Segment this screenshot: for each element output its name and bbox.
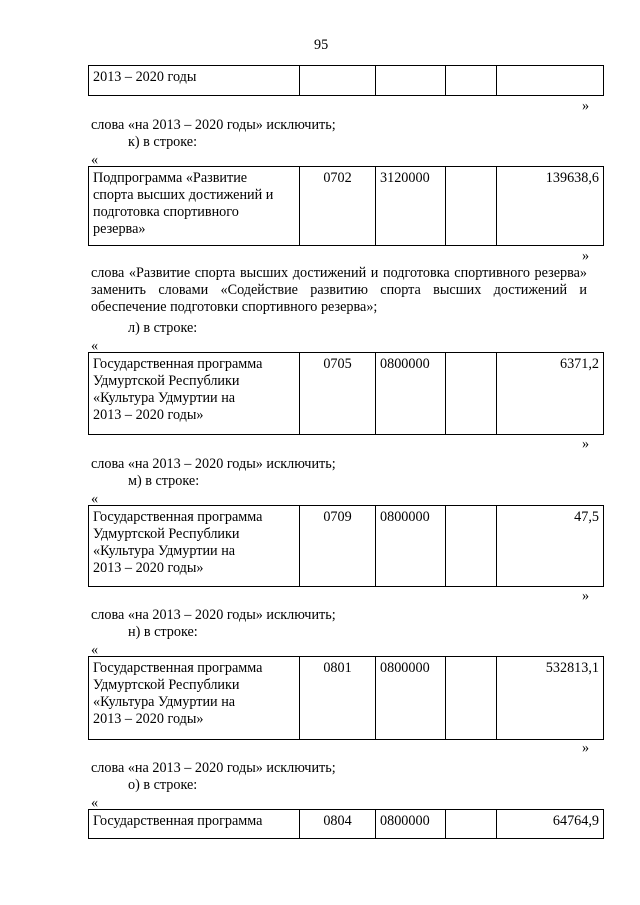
instruction-text: слова «на 2013 – 2020 годы» исключить; <box>91 607 336 623</box>
item-heading: м) в строке: <box>128 473 200 489</box>
row-section: 0801 <box>300 657 376 740</box>
item-heading: о) в строке: <box>128 777 198 793</box>
row-name: Государственная программа <box>89 810 300 839</box>
row-section: 0709 <box>300 506 376 587</box>
row-sum: 6371,2 <box>497 353 604 435</box>
row-csr: 0800000 <box>376 506 446 587</box>
row-name: Подпрограмма «Развитие спорта высших достижений и подготовка спортивного резерва» <box>89 167 300 246</box>
close-quote: » <box>582 740 590 756</box>
table-row <box>88 656 604 740</box>
close-quote: » <box>582 98 590 114</box>
row-csr: 0800000 <box>376 810 446 839</box>
item-heading: к) в строке: <box>128 134 198 150</box>
table-row <box>88 505 604 587</box>
close-quote: » <box>582 248 590 264</box>
row-sum: 532813,1 <box>497 657 604 740</box>
row-sum <box>497 66 604 96</box>
row-sum: 47,5 <box>497 506 604 587</box>
row-vr <box>446 506 497 587</box>
open-quote: « <box>91 642 99 658</box>
row-vr <box>446 657 497 740</box>
row-vr <box>446 167 497 246</box>
instruction-text: слова «на 2013 – 2020 годы» исключить; <box>91 456 336 472</box>
row-csr: 0800000 <box>376 657 446 740</box>
row-name: Государственная программа Удмуртской Республики «Культура Удмуртии на 2013 – 2020 годы» <box>89 506 300 587</box>
row-section: 0804 <box>300 810 376 839</box>
row-csr: 0800000 <box>376 353 446 435</box>
row-name: Государственная программа Удмуртской Республики «Культура Удмуртии на 2013 – 2020 годы» <box>89 657 300 740</box>
open-quote: « <box>91 795 99 811</box>
row-vr <box>446 353 497 435</box>
instruction-text: слова «на 2013 – 2020 годы» исключить; <box>91 117 336 133</box>
row-vr <box>446 810 497 839</box>
close-quote: » <box>582 436 590 452</box>
open-quote: « <box>91 491 99 507</box>
row-section <box>300 66 376 96</box>
item-heading: н) в строке: <box>128 624 198 640</box>
table-row <box>88 65 604 96</box>
table-row <box>88 809 604 839</box>
row-name: 2013 – 2020 годы <box>89 66 300 96</box>
row-name: Государственная программа Удмуртской Республики «Культура Удмуртии на 2013 – 2020 годы» <box>89 353 300 435</box>
row-vr <box>446 66 497 96</box>
row-section: 0705 <box>300 353 376 435</box>
table-row <box>88 166 604 246</box>
item-heading: л) в строке: <box>128 320 198 336</box>
table-row <box>88 352 604 435</box>
open-quote: « <box>91 152 99 168</box>
instruction-text: слова «на 2013 – 2020 годы» исключить; <box>91 760 336 776</box>
open-quote: « <box>91 338 99 354</box>
row-csr <box>376 66 446 96</box>
row-sum: 139638,6 <box>497 167 604 246</box>
page-number: 95 <box>314 37 329 53</box>
instruction-text: слова «Развитие спорта высших достижений и подготовка спортивного резерва» заменить словами «Содействие развитию спорта высших достижений и обеспечение подготовки спортивного резерва»; <box>91 265 587 315</box>
row-section: 0702 <box>300 167 376 246</box>
row-csr: 3120000 <box>376 167 446 246</box>
row-sum: 64764,9 <box>497 810 604 839</box>
close-quote: » <box>582 588 590 604</box>
